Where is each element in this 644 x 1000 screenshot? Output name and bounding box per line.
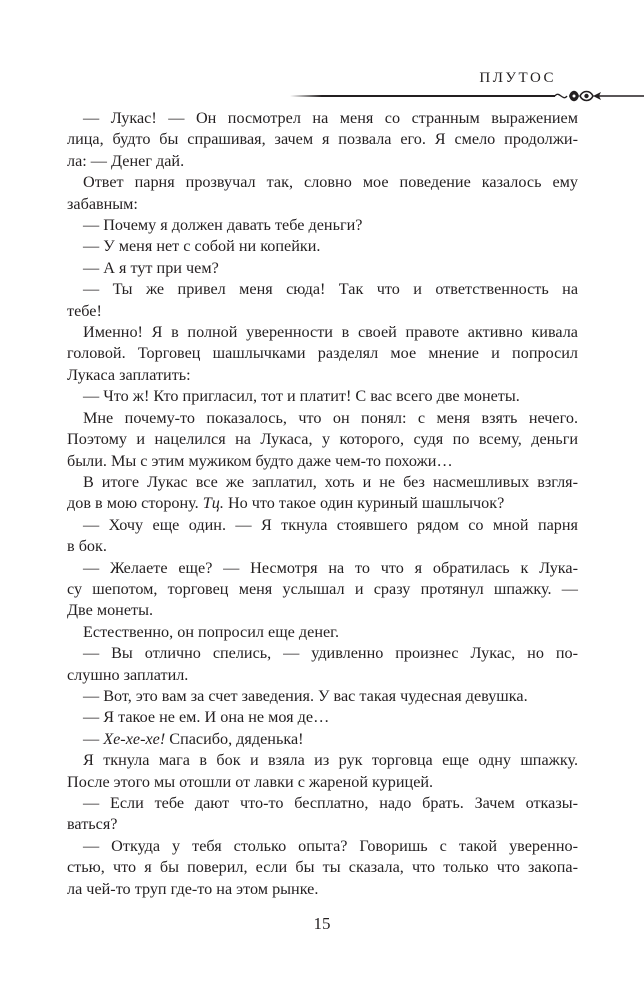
text-line: — Если тебе дают что-то бесплатно, надо брать. Зачем отказы- [83,794,578,812]
text-line: В итоге Лукас все же заплатил, хоть и не без насмешливых взгля- [83,472,578,491]
text-line: — Вы отлично спелись, — удивленно произнес Лукас, но по- [83,644,578,663]
text-line: — У меня нет с собой ни копейки. [83,237,321,256]
text-line: Ответ парня прозвучал так, словно мое поведение казалось ему [83,173,578,192]
text-line: ваться? [67,815,118,834]
text-line: тебе! [67,301,102,320]
text-segment: дов в мою сторону. [67,494,203,513]
paragraph [67,729,578,750]
header-rule [290,95,555,97]
body-text [67,108,578,900]
running-header [0,62,644,102]
running-title: ПЛУТОС [479,70,556,86]
text-line: — Лукас! — Он посмотрел на меня со странным выражением [83,109,578,127]
paragraph [67,408,578,472]
text-line: головой. Торговец шашлычками разделял мое мнение и попросил [67,344,578,363]
paragraph [67,472,578,515]
paragraph [67,643,578,686]
text-segment: — [83,729,104,748]
text-line: Мне почему-то показалось, что он понял: с меня взять нечего. [83,408,578,427]
italic-text: Тц. [202,494,224,513]
paragraph [67,836,578,900]
italic-text: Хе-хе-хе! [103,729,166,748]
text-line: — Откуда у тебя столько опыта? Говоришь с такой уверенно- [83,836,578,855]
text-line: — Что ж! Кто пригласил, тот и платит! С вас всего две монеты. [83,387,520,406]
paragraph [67,279,578,322]
paragraph [67,793,578,836]
paragraph [67,707,578,728]
paragraph [67,622,578,643]
text-line: — Хочу еще один. — Я ткнула стоявшего рядом со мной парня [83,515,578,534]
text-line: лица, будто бы спрашивая, зачем я позвала его. Я смело продолжи- [67,130,578,149]
text-line: — Желаете еще? — Несмотря на то что я обратилась к Лука- [83,558,578,577]
text-line: Естественно, он попросил еще денег. [83,622,340,641]
text-line [67,493,578,514]
ornament-flourish-icon [553,86,644,106]
paragraph [67,258,578,279]
text-line: Именно! Я в полной уверенности в своей правоте активно кивала [83,323,578,342]
text-line: Две монеты. [67,601,154,620]
paragraph [67,236,578,257]
text-line: су шепотом, торговец меня услышал и сразу протянул шпажку. — [67,579,578,598]
text-line: были. Мы с этим мужиком будто даже чем-то похожи… [67,451,453,470]
text-line: — Вот, это вам за счет заведения. У вас такая чудесная девушка. [83,686,528,705]
text-line: — Я такое не ем. И она не моя де… [83,708,330,727]
text-line: — Почему я должен давать тебе деньги? [83,216,363,235]
paragraph [67,558,578,622]
paragraph [67,686,578,707]
text-line [67,729,578,750]
text-line: — Ты же привел меня сюда! Так что и ответственность на [83,280,578,299]
text-line: Лукаса заплатить: [67,365,191,384]
paragraph [67,215,578,236]
text-segment: Но что такое один куриный шашлычок? [223,494,505,513]
paragraph [67,172,578,215]
text-line: Поэтому и нацелился на Лукаса, у которого, судя по всему, деньги [67,430,578,449]
text-line: стью, что я бы поверил, если бы ты сказала, что только что закопа- [67,858,578,877]
text-line: в бок. [67,537,107,556]
text-line: После этого мы отошли от лавки с жареной курицей. [67,772,434,791]
text-line: слушно заплатил. [67,665,189,684]
paragraph [67,386,578,407]
paragraph [67,515,578,558]
text-line: Я ткнула мага в бок и взяла из рук торговца еще одну шпажку. [83,751,578,770]
text-line: ла: — Денег дай. [67,151,185,170]
text-segment: Спасибо, дяденька! [165,729,304,748]
paragraph [67,108,578,172]
text-line: забавным: [67,194,138,213]
paragraph [67,750,578,793]
text-line: ла чей-то труп где-то на этом рынке. [67,879,319,898]
page-number: 15 [313,914,331,933]
text-line: — А я тут при чем? [83,258,219,277]
paragraph [67,322,578,386]
